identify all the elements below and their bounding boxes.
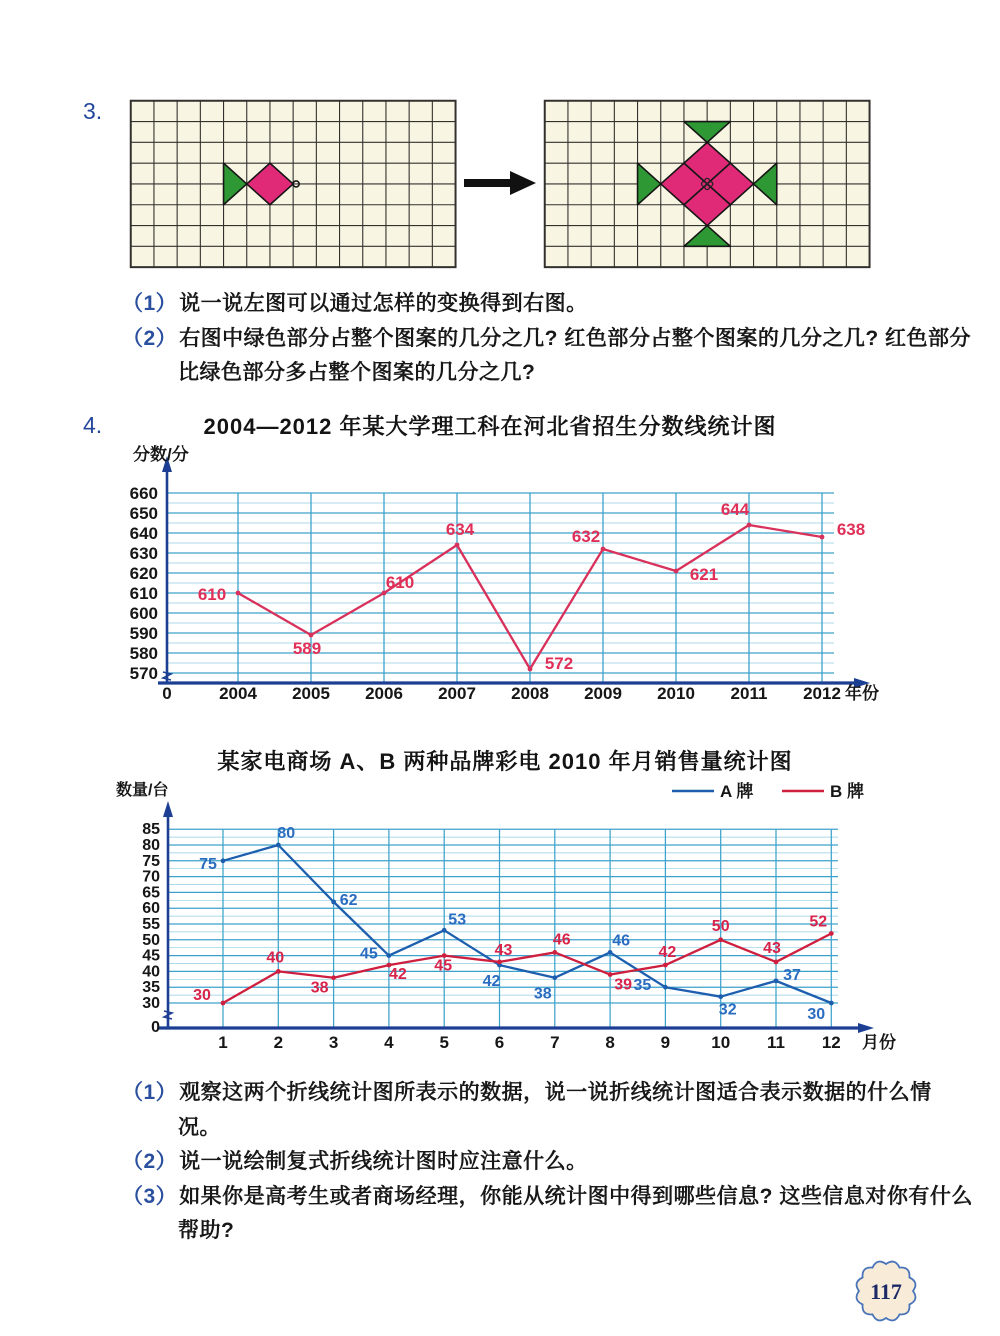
y-tick-label: 40 bbox=[142, 963, 160, 981]
data-label: 46 bbox=[552, 931, 571, 949]
y-tick-label: 80 bbox=[142, 837, 160, 854]
data-point bbox=[674, 569, 679, 574]
x-tick-label: 12 bbox=[821, 1033, 841, 1052]
y-axis-arrow-icon bbox=[163, 801, 173, 817]
x-axis-title: 年份 bbox=[845, 684, 879, 703]
data-label: 42 bbox=[658, 944, 677, 962]
axis-break-mark bbox=[163, 672, 171, 680]
x-tick-label: 3 bbox=[328, 1033, 339, 1052]
x-tick-label: 2004 bbox=[219, 684, 257, 703]
y-tick-label: 65 bbox=[142, 884, 160, 902]
y-tick-label: 85 bbox=[142, 821, 160, 839]
data-label: 43 bbox=[763, 939, 781, 957]
data-label: 610 bbox=[197, 585, 227, 604]
data-point bbox=[497, 960, 502, 965]
page-number-badge bbox=[843, 1250, 929, 1336]
data-point bbox=[331, 975, 336, 980]
score-line-chart bbox=[100, 440, 980, 712]
data-label: 37 bbox=[783, 966, 801, 984]
data-point bbox=[387, 953, 392, 958]
y-tick-label: 35 bbox=[142, 979, 160, 997]
problem4-questions bbox=[122, 1076, 974, 1249]
x-tick-label: 2008 bbox=[511, 684, 549, 703]
x-tick-label: 11 bbox=[767, 1033, 785, 1052]
question-item bbox=[122, 1145, 974, 1180]
x-axis-arrow-icon bbox=[858, 1023, 874, 1033]
data-label: 80 bbox=[277, 825, 296, 842]
page-number: 117 bbox=[870, 1279, 902, 1304]
y-tick-label: 650 bbox=[129, 504, 158, 523]
data-point bbox=[221, 858, 226, 863]
y-tick-label: 60 bbox=[142, 900, 160, 918]
left-grid-figure bbox=[130, 100, 456, 268]
problem3-questions bbox=[122, 287, 974, 391]
data-point bbox=[608, 972, 613, 977]
origin-label: 0 bbox=[151, 1019, 160, 1036]
question-number: （3） bbox=[122, 1184, 178, 1208]
y-tick-label: 630 bbox=[129, 544, 158, 563]
y-tick-label: 30 bbox=[142, 995, 160, 1012]
x-tick-label: 8 bbox=[605, 1033, 615, 1052]
x-tick-label: 2006 bbox=[365, 684, 403, 703]
y-tick-label: 50 bbox=[142, 931, 160, 949]
x-tick-label: 2009 bbox=[584, 684, 622, 703]
data-label: 610 bbox=[385, 573, 415, 592]
question-number: （1） bbox=[122, 292, 178, 315]
x-tick-label: 10 bbox=[711, 1033, 731, 1052]
y-tick-label: 660 bbox=[129, 484, 158, 503]
data-label: 644 bbox=[720, 500, 750, 519]
data-label: 42 bbox=[482, 973, 501, 991]
data-label: 43 bbox=[494, 941, 513, 959]
data-label: 32 bbox=[718, 1001, 737, 1019]
data-label: 621 bbox=[689, 565, 719, 584]
question-number: （2） bbox=[122, 1150, 178, 1173]
data-point bbox=[442, 928, 447, 933]
x-tick-label: 4 bbox=[384, 1033, 394, 1052]
data-label: 38 bbox=[533, 985, 552, 1003]
arrow-right-icon bbox=[464, 171, 536, 195]
data-point bbox=[552, 950, 557, 955]
x-tick-label: 7 bbox=[550, 1033, 560, 1052]
legend-label: A 牌 bbox=[720, 782, 754, 801]
right-grid-figure bbox=[544, 100, 870, 268]
y-axis-title: 数量/台 bbox=[116, 782, 169, 799]
data-label: 53 bbox=[448, 911, 467, 929]
question-text: 观察这两个折线统计图所表示的数据，说一说折线统计图适合表示数据的什么情况。 bbox=[178, 1081, 932, 1139]
data-label: 634 bbox=[445, 520, 475, 539]
data-label: 39 bbox=[614, 976, 632, 994]
data-label: 75 bbox=[199, 855, 217, 873]
question-item bbox=[122, 322, 974, 391]
x-tick-label: 2011 bbox=[730, 684, 768, 703]
x-tick-label: 2010 bbox=[657, 684, 695, 703]
data-label: 62 bbox=[339, 891, 358, 909]
question-text: 如果你是高考生或者商场经理，你能从统计图中得到哪些信息? 这些信息对你有什么帮助? bbox=[178, 1184, 973, 1242]
chart1-title: 2004—2012 年某大学理工科在河北省招生分数线统计图 bbox=[203, 414, 777, 439]
sales-line-chart bbox=[100, 775, 980, 1075]
x-tick-label: 2005 bbox=[292, 684, 330, 703]
y-tick-label: 640 bbox=[129, 524, 158, 543]
data-point bbox=[663, 985, 668, 990]
y-axis-title: 分数/分 bbox=[133, 445, 189, 464]
data-point bbox=[528, 667, 533, 672]
chart2-title: 某家电商场 A、B 两种品牌彩电 2010 年月销售量统计图 bbox=[217, 749, 793, 774]
y-tick-label: 600 bbox=[129, 604, 158, 623]
data-point bbox=[221, 1001, 226, 1006]
data-point bbox=[820, 535, 825, 540]
data-point bbox=[331, 899, 336, 904]
y-tick-label: 75 bbox=[142, 852, 160, 870]
data-point bbox=[552, 975, 557, 980]
data-label: 52 bbox=[809, 913, 828, 931]
data-point bbox=[774, 960, 779, 965]
data-label: 40 bbox=[266, 949, 285, 967]
legend-label: B 牌 bbox=[830, 782, 864, 801]
x-tick-label: 5 bbox=[439, 1033, 449, 1052]
x-tick-label: 2012 bbox=[803, 684, 841, 703]
data-label: 35 bbox=[633, 977, 652, 995]
question-item bbox=[122, 1076, 974, 1145]
axis-break-mark bbox=[164, 1011, 172, 1019]
origin-label: 0 bbox=[162, 684, 172, 703]
question-item bbox=[122, 1180, 974, 1249]
y-tick-label: 570 bbox=[129, 664, 158, 683]
question-number: （2） bbox=[122, 326, 178, 350]
data-label: 638 bbox=[836, 520, 866, 539]
data-point bbox=[747, 523, 752, 528]
x-tick-label: 1 bbox=[218, 1033, 228, 1052]
x-tick-label: 9 bbox=[660, 1033, 671, 1052]
data-label: 38 bbox=[310, 979, 329, 997]
data-point bbox=[276, 843, 281, 848]
problem4-number: 4. bbox=[83, 412, 103, 438]
transform-arrow-icon bbox=[464, 167, 536, 199]
y-tick-label: 620 bbox=[129, 564, 158, 583]
x-axis-title: 月份 bbox=[862, 1033, 896, 1052]
question-text: 右图中绿色部分占整个图案的几分之几? 红色部分占整个图案的几分之几? 红色部分比绿色部分多占整个图案的几分之几? bbox=[178, 326, 972, 384]
y-tick-label: 580 bbox=[129, 644, 158, 663]
y-tick-label: 45 bbox=[142, 947, 160, 965]
question-text: 说一说绘制复式折线统计图时应注意什么。 bbox=[179, 1150, 588, 1173]
data-point bbox=[309, 633, 314, 638]
data-label: 572 bbox=[544, 654, 574, 673]
x-tick-label: 2 bbox=[273, 1033, 284, 1052]
data-label: 632 bbox=[571, 527, 601, 546]
data-label: 45 bbox=[434, 957, 453, 975]
x-tick-label: 6 bbox=[494, 1033, 505, 1052]
question-item bbox=[122, 287, 974, 322]
data-label: 30 bbox=[193, 987, 211, 1004]
data-point bbox=[718, 937, 723, 942]
data-label: 42 bbox=[389, 966, 407, 984]
data-point bbox=[601, 547, 606, 552]
y-tick-label: 590 bbox=[129, 624, 158, 643]
data-label: 45 bbox=[360, 945, 378, 963]
problem3-number: 3. bbox=[83, 98, 103, 124]
data-point bbox=[608, 950, 613, 955]
data-point bbox=[829, 1001, 834, 1006]
y-tick-label: 610 bbox=[129, 584, 158, 603]
data-point bbox=[663, 963, 668, 968]
y-tick-label: 70 bbox=[142, 868, 160, 886]
data-label: 589 bbox=[292, 639, 322, 658]
y-tick-label: 55 bbox=[142, 916, 160, 933]
x-tick-label: 2007 bbox=[438, 684, 476, 703]
data-point bbox=[236, 591, 241, 596]
data-point bbox=[455, 543, 460, 548]
data-point bbox=[276, 969, 281, 974]
data-label: 50 bbox=[711, 917, 730, 935]
question-text: 说一说左图可以通过怎样的变换得到右图。 bbox=[179, 292, 588, 315]
data-point bbox=[829, 931, 834, 936]
data-point bbox=[718, 994, 723, 999]
question-number: （1） bbox=[122, 1081, 178, 1104]
data-label: 30 bbox=[807, 1006, 826, 1023]
data-label: 46 bbox=[612, 932, 630, 950]
data-point bbox=[774, 978, 779, 983]
